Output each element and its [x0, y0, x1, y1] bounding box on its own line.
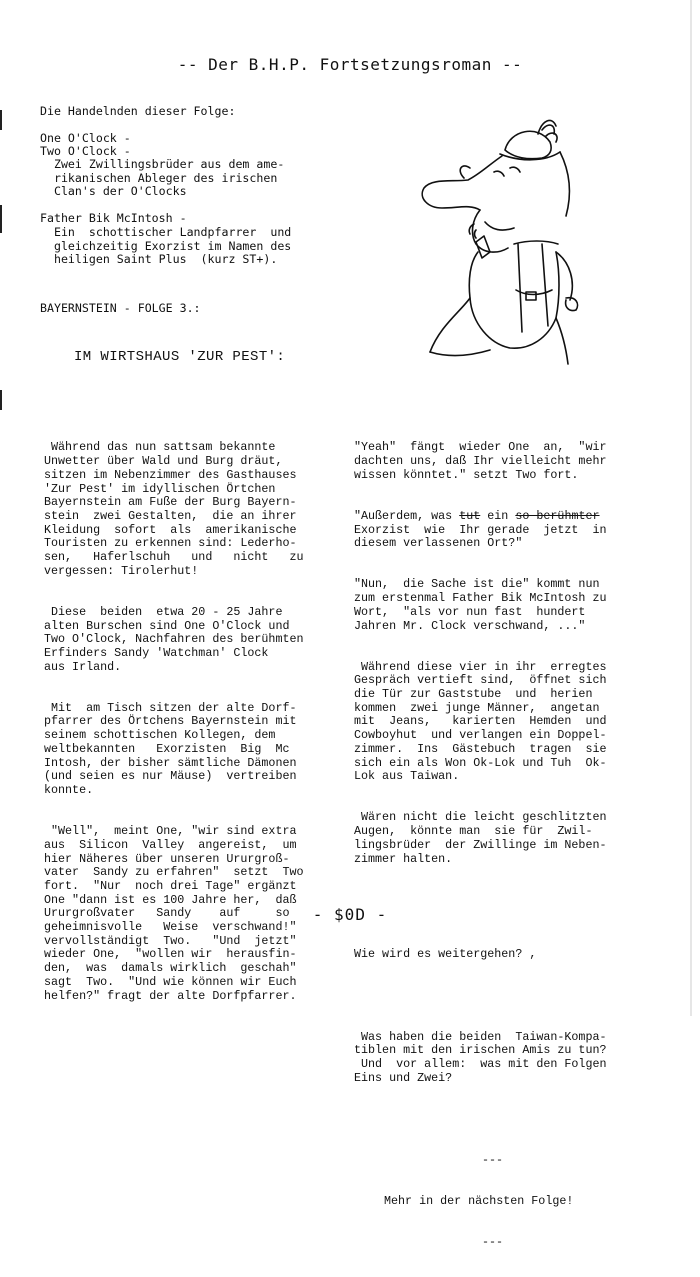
- episode-label: BAYERNSTEIN - FOLGE 3.:: [40, 301, 201, 315]
- spacer: [354, 989, 607, 1003]
- paragraph: "Nun, die Sache ist die" kommt nun zum erstenmal Father Bik McIntosh zu Wort, "als vor nun fast hundert Jahren Mr. Clock verschwand, ...": [354, 577, 607, 633]
- paragraph: [354, 510, 607, 551]
- struck-text: tut: [459, 508, 481, 523]
- cast-two: Two O'Clock -: [40, 144, 131, 158]
- chapter-subtitle: IM WIRTSHAUS 'ZUR PEST':: [74, 349, 286, 365]
- paragraph: Wären nicht die leicht geschlitzten Augen, könnte man sie für Zwil- lingsbrüder der Zwillinge im Neben- zimmer halten.: [354, 810, 607, 866]
- left-column: [44, 414, 304, 1031]
- margin-mark: [0, 110, 2, 130]
- paragraph: "Yeah" fängt wieder One an, "wir dachten uns, daß Ihr vielleicht mehr wissen könntet." setzt Two fort.: [354, 440, 607, 482]
- cast-father: Father Bik McIntosh -: [40, 211, 187, 225]
- struck-text: so berühmter: [515, 508, 600, 523]
- text-fragment: Exorzist wie Ihr gerade jetzt in diesem verlassenen Ort?": [354, 522, 607, 551]
- page-number: - $0D -: [312, 905, 388, 924]
- cast-twins-description: Zwei Zwillingsbrüder aus dem ame- rikanischen Ableger des irischen Clan's der O'Clocks: [53, 157, 285, 199]
- paragraph: Was haben die beiden Taiwan-Kompa- tiblen mit den irischen Amis zu tun? Und vor allem: was mit den Folgen Eins und Zwei?: [354, 1029, 607, 1085]
- margin-mark: [0, 205, 2, 233]
- paragraph: Während diese vier in ihr erregtes Gespräch vertieft sind, öffnet sich die Tür zur Gaststube und herien kommen zwei junge Männer, angetan mit Jeans, karierten Hemden und Cowboyhut und verlangen ein Doppel- zimmer. Ins Gästebuch tragen sie sich ein als Won Ok-Lok und Tuh Ok- Lok aus Taiwan.: [354, 659, 607, 784]
- text-fragment: ein: [480, 508, 516, 523]
- closing-question: Wie wird es weitergehen? ,: [354, 947, 537, 962]
- cast-intro: Die Handelnden dieser Folge:: [40, 104, 236, 118]
- spacer: [354, 1113, 607, 1127]
- page-edge-line: [690, 0, 692, 1016]
- paragraph: Diese beiden etwa 20 - 25 Jahre alten Burschen sind One O'Clock und Two O'Clock, Nachfahren des berühmten Erfinders Sandy 'Watchman' Clock aus Irland.: [44, 604, 304, 674]
- paragraph: Mit am Tisch sitzen der alte Dorf- pfarrer des Örtchens Bayernstein mit seinem schottischen Kollegen, dem weltbekannten Exorzisten Big Mc Intosh, der bisher sämtliche Dämonen (und seien es nur Mäuse) vertreiben konnte.: [44, 700, 297, 797]
- paragraph: Während das nun sattsam bekannte Unwetter über Wald und Burg dräut, sitzen im Nebenzimmer des Gasthauses 'Zur Pest' im idyllischen Örtchen Bayernstein am Fuße der Burg Bayern- stein zwei Gestalten, die an ihrer Kleidung sofort als amerikanische Touristen zu erkennen sind: Lederho- sen, Haferlschuh und nicht zu vergessen: Tirolerhut!: [44, 440, 304, 578]
- page-title: -- Der B.H.P. Fortsetzungsroman --: [177, 55, 523, 74]
- margin-mark: [0, 390, 2, 410]
- paragraph: "Well", meint One, "wir sind extra aus Silicon Valley angereist, um hier Näheres über unseren Ururgroß- vater Sandy zu erfahren" setzt Two fort. "Nur noch drei Tage" ergänzt One "dann ist es 100 Jahre her, daß Ururgroßvater Sandy auf so geheimnisvolle Weise verschwand!" vervollständigt Two. "Und jetzt" wieder One, "wollen wir herausfin- den, was damals wirklich geschah" sagt Two. "Und wie können wir Euch helfen?" fragt der alte Dorfpfarrer.: [44, 824, 304, 1003]
- cast-father-description: Ein schottischer Landpfarrer und gleichzeitig Exorzist im Namen des heiligen Saint Plus (kurz ST+).: [53, 225, 292, 267]
- cartoon-character-sketch-icon: [410, 112, 610, 377]
- right-column: [354, 414, 607, 1277]
- divider-dashes: ---: [482, 1153, 504, 1168]
- text-fragment: "Außerdem, was: [354, 508, 460, 523]
- next-episode-note: Mehr in der nächsten Folge!: [384, 1194, 574, 1209]
- divider-dashes: ---: [482, 1235, 504, 1250]
- cast-one: One O'Clock -: [40, 131, 131, 145]
